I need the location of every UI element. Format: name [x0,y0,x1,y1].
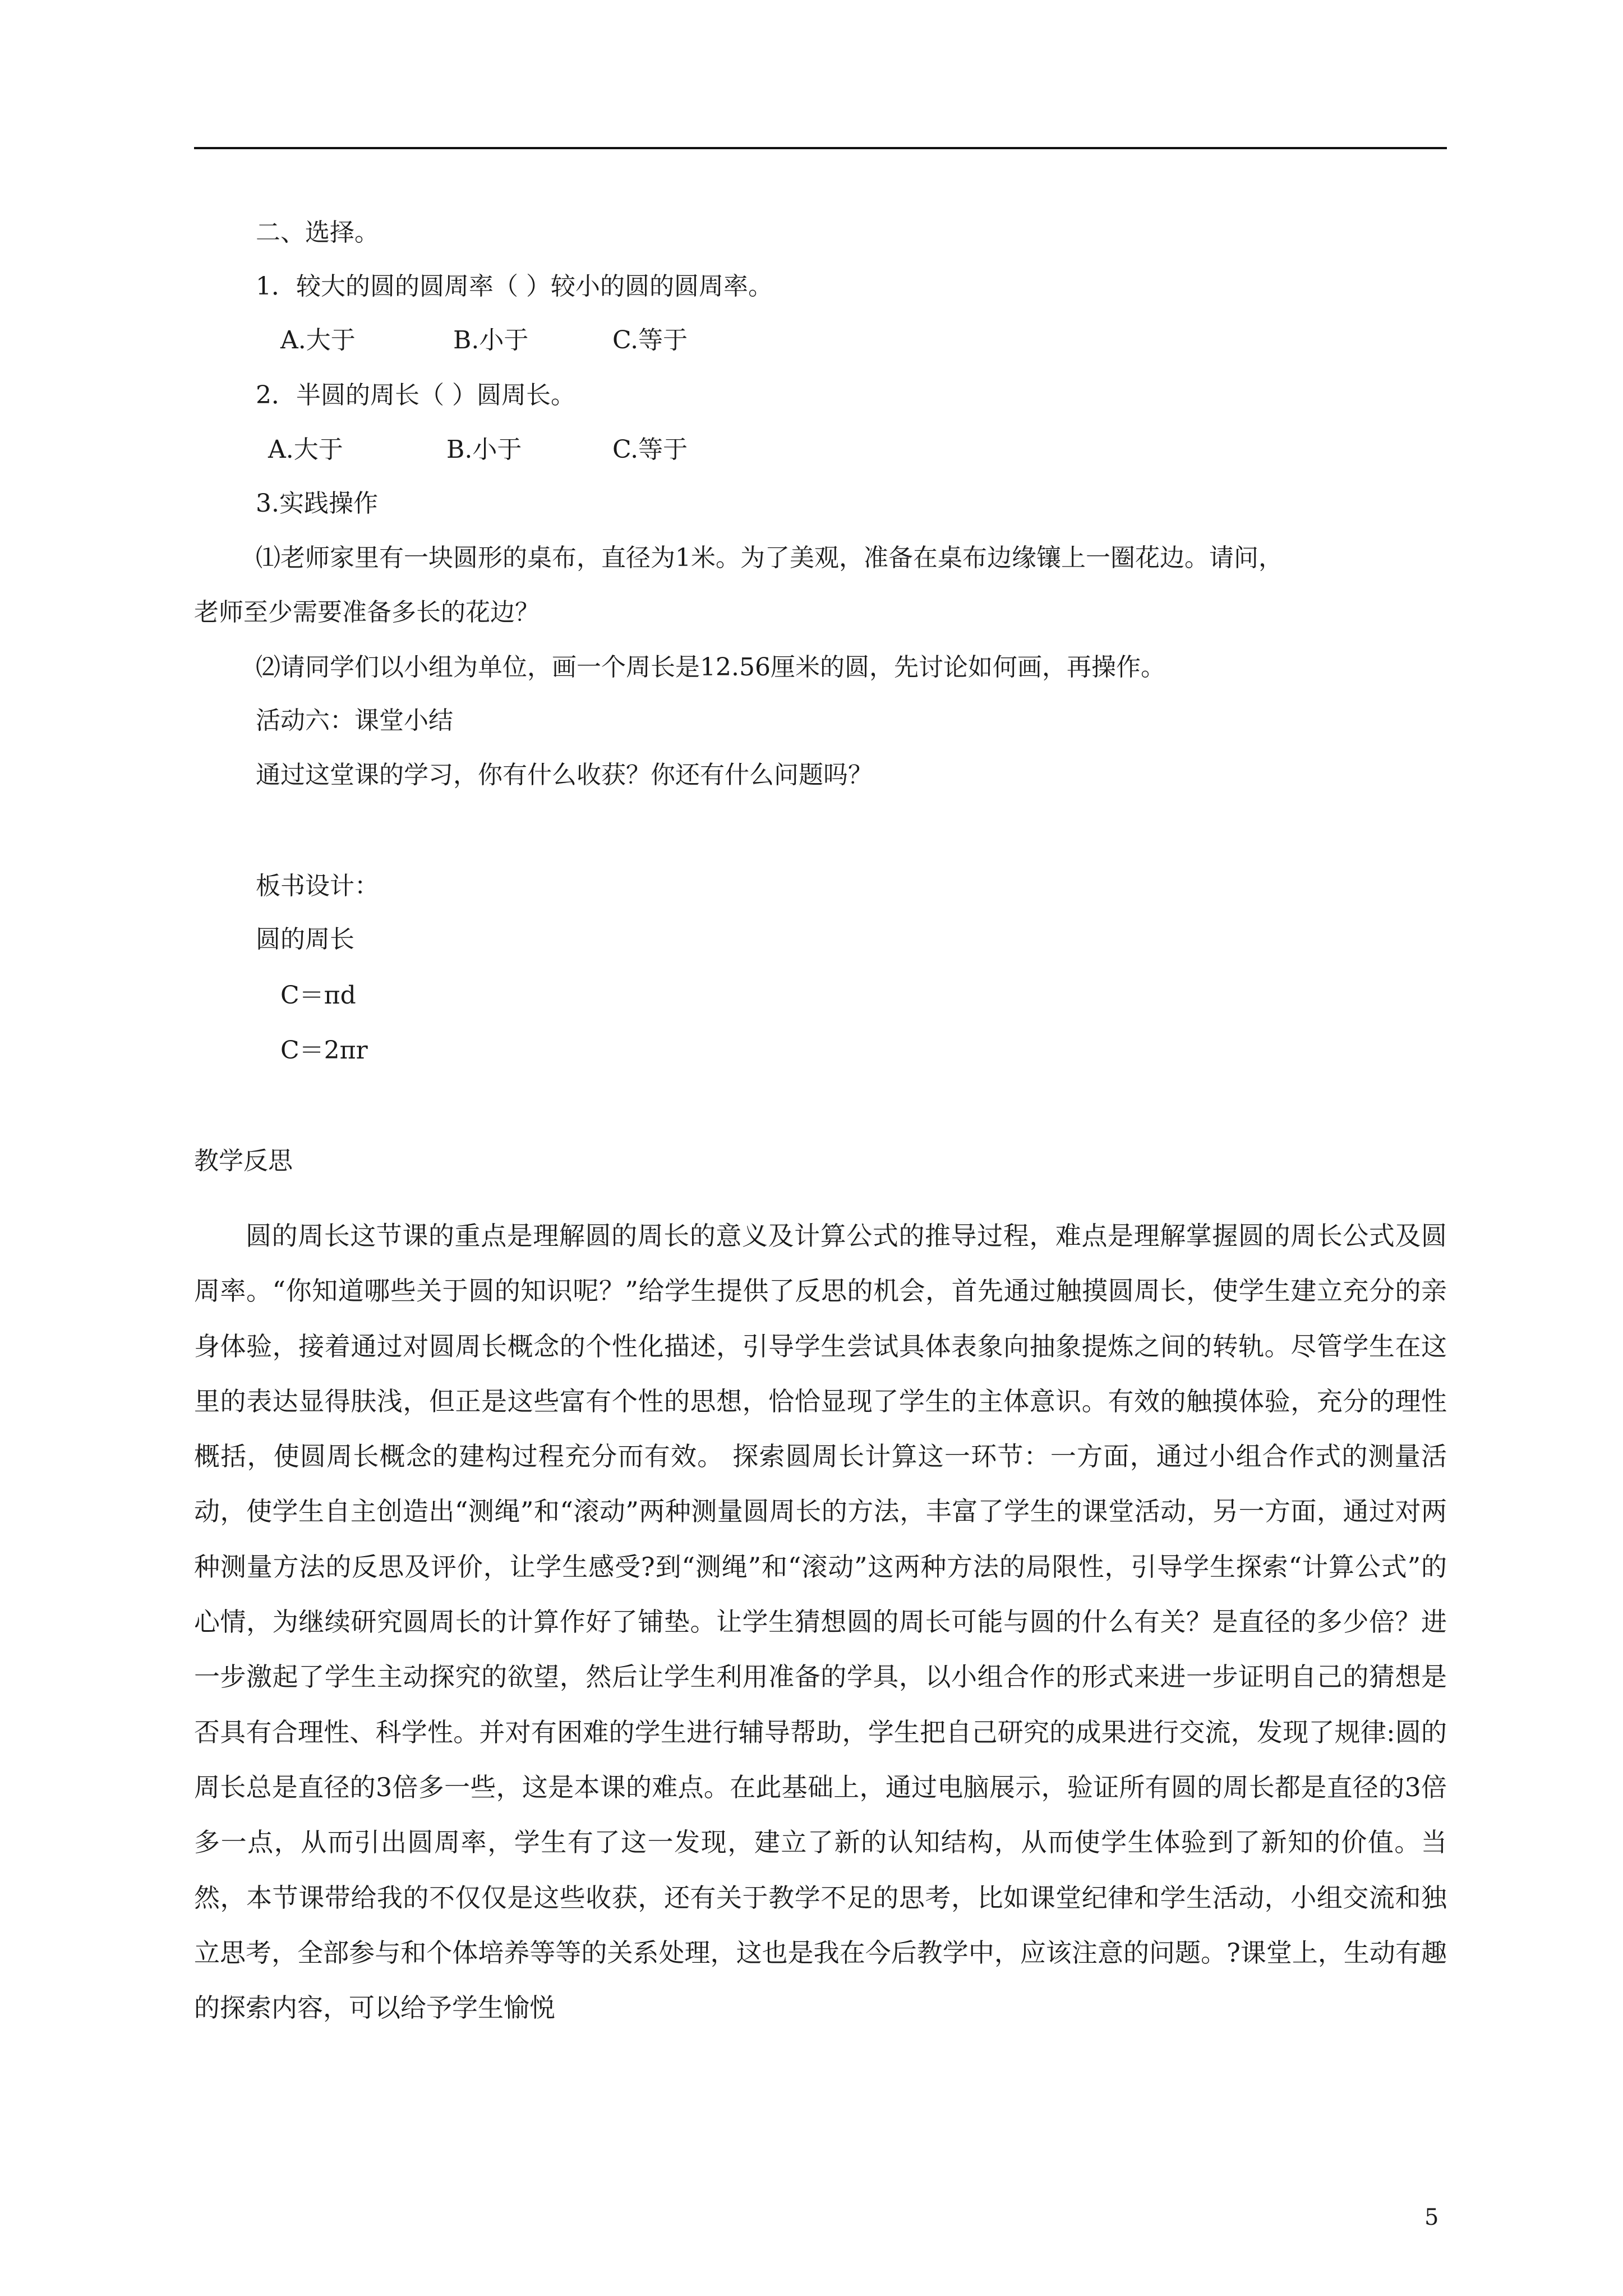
header-rule [194,147,1447,149]
practice-item-2: ⑵请同学们以小组为单位，画一个周长是12.56厘米的圆，先讨论如何画，再操作。 [256,653,1165,682]
practice-title: 3.实践操作 [256,489,378,518]
question-1-option-b: B.小于 [453,326,529,355]
activity-text: 通过这堂课的学习，你有什么收获？你还有什么问题吗？ [256,761,873,789]
activity-title: 活动六：课堂小结 [256,706,453,735]
question-2-option-b: B.小于 [446,435,522,464]
question-1-stem: 1．较大的圆的圆周率（ ）较小的圆的圆周率。 [256,272,773,301]
question-2-option-a: A.大于 [268,435,343,464]
practice-item-1-line-1: ⑴老师家里有一块圆形的桌布，直径为1米。为了美观，准备在桌布边缘镶上一圈花边。请问， [256,544,1283,572]
page-number: 5 [1424,2205,1439,2230]
reflection-body: 圆的周长这节课的重点是理解圆的周长的意义及计算公式的推导过程，难点是理解掌握圆的周长公式及圆周率。“你知道哪些关于圆的知识呢？”给学生提供了反思的机会，首先通过触摸圆周长，使学生建立充分的亲身体验，接着通过对圆周长概念的个性化描述，引导学生尝试具体表象向抽象提炼之间的转轨。尽管学生在这里的表达显得肤浅，但正是这些富有个性的思想，恰恰显现了学生的主体意识。有效的触摸体验，充分的理性概括，使圆周长概念的建构过程充分而有效。 探索圆周长计算这一环节：一方面，通过小组合作式的测量活动，使学生自主创造出“测绳”和“滚动”两种测量圆周长的方法，丰富了学生的课堂活动，另一方面，通过对两种测量方法的反思及评价，让学生感受?到“测绳”和“滚动”这两种方法的局限性，引导学生探索“计算公式”的心情，为继续研究圆周长的计算作好了铺垫。让学生猜想圆的周长可能与圆的什么有关？是直径的多少倍？进一步激起了学生主动探究的欲望，然后让学生利用准备的学具，以小组合作的形式来进一步证明自己的猜想是否具有合理性、科学性。并对有困难的学生进行辅导帮助，学生把自己研究的成果进行交流，发现了规律:圆的周长总是直径的3倍多一些，这是本课的难点。在此基础上，通过电脑展示，验证所有圆的周长都是直径的3倍多一点，从而引出圆周率，学生有了这一发现，建立了新的认知结构，从而使学生体验到了新知的价值。当然，本节课带给我的不仅仅是这些收获，还有关于教学不足的思考，比如课堂纪律和学生活动，小组交流和独立思考，全部参与和个体培养等等的关系处理，这也是我在今后教学中，应该注意的问题。?课堂上，生动有趣的探索内容，可以给予学生愉悦 [194,1221,1447,2023]
board-formula-1: C＝πd [280,981,356,1010]
question-1-option-a: A.大于 [280,326,356,355]
board-topic: 圆的周长 [256,925,354,954]
question-1-option-c: C.等于 [612,326,688,355]
reflection-title: 教学反思 [194,1147,293,1175]
board-formula-2: C＝2πr [280,1036,368,1065]
question-2-option-c: C.等于 [612,435,688,464]
question-2-stem: 2．半圆的周长（ ）圆周长。 [256,381,575,409]
section-title: 二、选择。 [256,218,379,247]
practice-item-1-line-2: 老师至少需要准备多长的花边？ [194,598,540,627]
board-title: 板书设计： [256,872,379,900]
